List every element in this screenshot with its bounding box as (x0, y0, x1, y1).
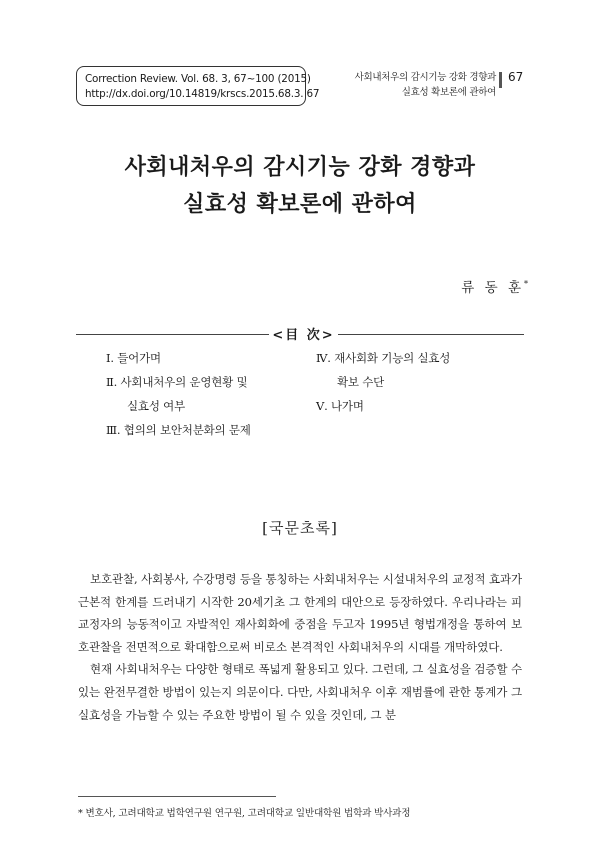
toc-rule-left (76, 334, 269, 335)
toc-item: Ⅰ. 들어가며 (106, 351, 161, 365)
toc-item: 확보 수단 (337, 375, 385, 389)
toc-rule-right (338, 334, 524, 335)
abstract-heading: [국문초록] (262, 519, 338, 537)
toc-item: Ⅴ. 나가며 (316, 399, 364, 413)
abstract-body (78, 568, 522, 726)
abstract-paragraph: 현재 사회내처우는 다양한 형태로 폭넓게 활용되고 있다. 그런데, 그 실효성을 검증할 수 있는 완전무결한 방법이 있는지 의문이다. 다만, 사회내처우 이후 재범률에 관한 통계가 그 실효성을 가늠할 수 있는 주요한 방법이 될 수 있을 것인데, 그 분 (78, 662, 522, 722)
toc-item: Ⅳ. 재사회화 기능의 실효성 (316, 351, 451, 365)
toc-item: Ⅱ. 사회내처우의 운영현황 및 (106, 375, 248, 389)
page-number: 67 (508, 70, 524, 84)
footnote: * 변호사, 고려대학교 법학연구원 연구원, 고려대학교 일반대학원 법학과 박사과정 (78, 808, 411, 819)
abstract-paragraph: 보호관찰, 사회봉사, 수강명령 등을 통칭하는 사회내처우는 시설내처우의 교정적 효과가 근본적 한계를 드러내기 시작한 20세기초 그 한계의 대안으로 등장하였다. 우리나라는 피교정자의 능동적이고 자발적인 재사회화에 중점을 두고자 1995년 형법개정을 통하여 보호관찰을 전면적으로 확대함으로써 비로소 본격적인 사회내처우의 시대를 개막하였다. (78, 572, 522, 654)
paper-title-line2: 실효성 확보론에 관하여 (183, 191, 417, 217)
author (461, 276, 528, 296)
author-name: 류 동 훈 (461, 280, 524, 296)
toc-heading: <目 次> (272, 328, 335, 343)
running-head-line2: 실효성 확보론에 관하여 (401, 87, 496, 98)
running-head-line1: 사회내처우의 감시기능 강화 경향과 (354, 72, 496, 83)
citation-doi: http://dx.doi.org/10.14819/krscs.2015.68.3. 67 (85, 88, 320, 100)
paper-title-line1: 사회내처우의 감시기능 강화 경향과 (124, 154, 476, 180)
running-head-divider (499, 72, 502, 88)
footnote-rule (78, 796, 276, 797)
citation-journal: Correction Review. Vol. 68. 3, 67~100 (2015) (85, 73, 311, 85)
author-footnote-mark: * (524, 279, 528, 289)
running-head (355, 70, 496, 100)
toc-item: Ⅲ. 협의의 보안처분화의 문제 (106, 423, 251, 437)
toc-item: 실효성 여부 (127, 399, 185, 413)
citation-box (76, 66, 320, 106)
